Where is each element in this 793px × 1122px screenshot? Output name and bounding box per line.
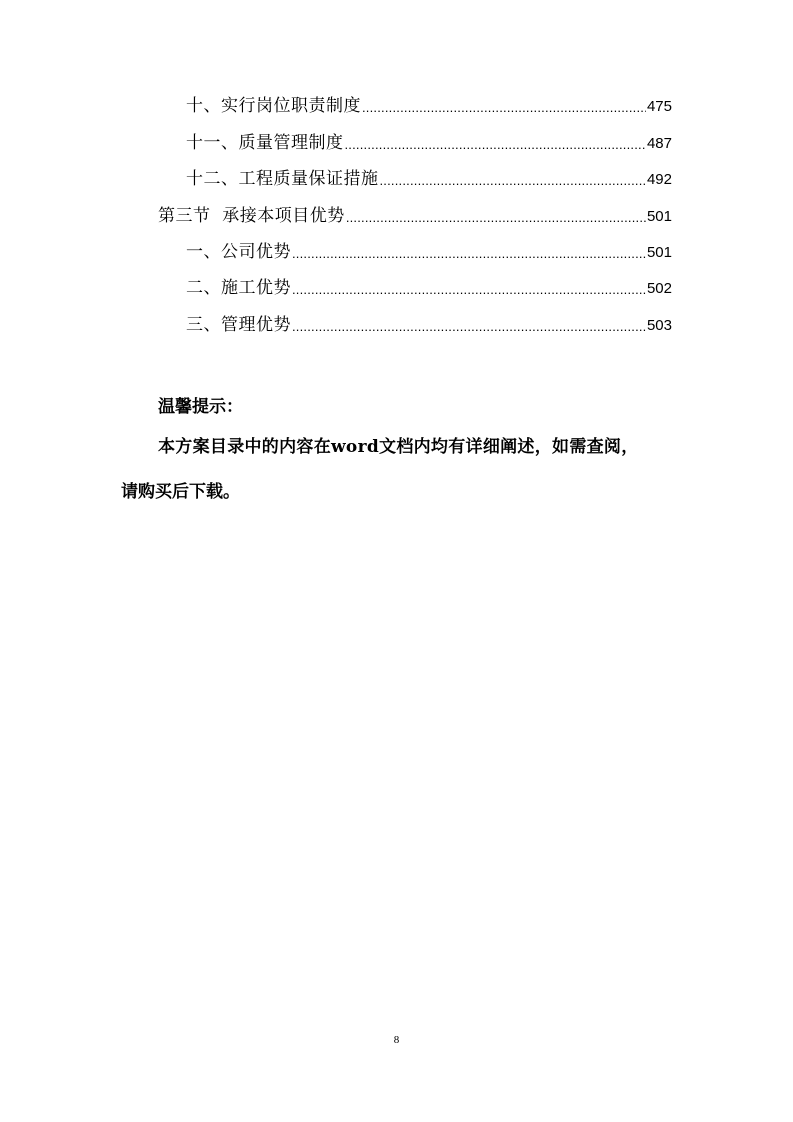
toc-entry[interactable]	[158, 204, 672, 228]
notice-text-line: 本方案目录中的内容在word文档内均有详细阐述，如需查阅，	[158, 437, 639, 457]
toc-dot-leader	[346, 208, 646, 228]
toc-dot-leader	[380, 171, 646, 191]
page-number: 8	[393, 1034, 400, 1046]
toc-dot-leader	[292, 317, 646, 337]
toc-entry-title: 二、施工优势	[186, 278, 291, 298]
toc-dot-leader	[345, 135, 646, 155]
toc-entry[interactable]	[186, 131, 672, 155]
toc-entry-title: 一、公司优势	[186, 242, 291, 262]
toc-entry[interactable]	[186, 240, 672, 264]
toc-entry-page: 503	[646, 317, 672, 334]
toc-dot-leader	[292, 244, 646, 264]
toc-entry-page: 501	[646, 244, 672, 261]
toc-entry-page: 475	[646, 98, 672, 115]
toc-entry-page: 502	[646, 280, 672, 297]
toc-dot-leader	[292, 280, 646, 300]
toc-entry-title: 十二、工程质量保证措施	[186, 169, 379, 189]
toc-dot-leader	[362, 98, 646, 118]
toc-entry-page: 487	[646, 135, 672, 152]
toc-entry[interactable]	[186, 276, 672, 300]
notice-heading: 温馨提示：	[158, 397, 243, 417]
toc-entry[interactable]	[186, 167, 672, 191]
toc-entry-title: 十一、质量管理制度	[186, 133, 344, 153]
toc-entry-title: 第三节 承接本项目优势	[158, 206, 345, 226]
toc-entry[interactable]	[186, 313, 672, 337]
toc-entry[interactable]	[186, 94, 672, 118]
toc-entry-title: 十、实行岗位职责制度	[186, 96, 361, 116]
toc-entry-page: 501	[646, 208, 672, 225]
toc-entry-title: 三、管理优势	[186, 315, 291, 335]
notice-text-line: 请购买后下载。	[121, 482, 240, 502]
toc-entry-page: 492	[646, 171, 672, 188]
